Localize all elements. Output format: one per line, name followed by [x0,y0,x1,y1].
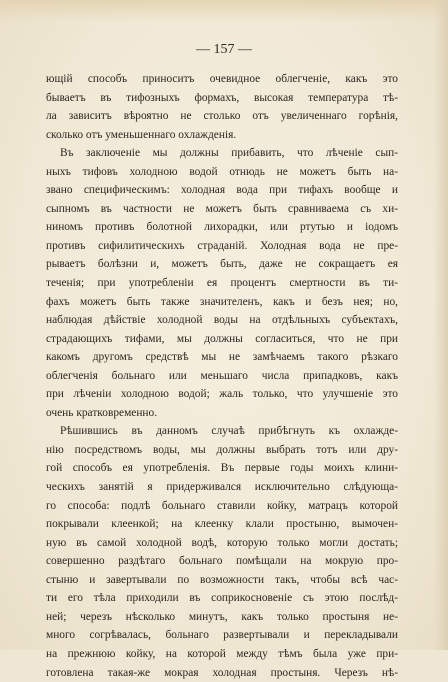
text-line: какомъ другомъ средствѣ мы не замѣчаемъ такого рѣзкаго [46,348,398,367]
text-line: теченія; при употребленіи ея процентъ смертности въ ти- [46,274,398,293]
text-line: ческихъ занятій я придерживался исключительно слѣдующа- [46,478,398,497]
text-line: ниномъ противъ болотной лихорадки, или ртутью и іодомъ [46,218,398,237]
body-text [46,70,398,682]
text-line: рываетъ болѣзни и, можетъ быть, даже не сокращаетъ ея [46,255,398,274]
text-line: нію посредствомъ воды, мы должны выбрать тотъ или дру- [46,441,398,460]
text-line: совершенно раздѣтаго больнаго помѣщали на мокрую про- [46,552,398,571]
text-line: на прежнюю койку, на которой между тѣмъ была уже при- [46,645,398,664]
text-line: готовлена такая-же мокрая холодная простыня. Черезъ нѣ- [46,664,398,682]
text-line: очень кратковременно. [46,404,398,423]
text-line: при лѣченіи холодною водой; жаль только, что улучшеніе это [46,385,398,404]
text-line: гой способъ ея употребленія. Въ первые годы моихъ клини- [46,459,398,478]
text-line: наблюдая дѣйствіе холодной воды на отдѣльныхъ субъектахъ, [46,311,398,330]
text-line: Въ заключеніе мы должны прибавить, что лѣченіе сып- [46,144,398,163]
text-line: стыню и завертывали по возможности такъ, чтобы всѣ час- [46,571,398,590]
page-edge-stain-top [0,0,448,22]
paragraph [46,422,398,682]
text-line: ти его тѣла приходили въ соприкосновеніе съ этою послѣд- [46,589,398,608]
text-line: ныхъ тифовъ холодною водой отнюдь не можетъ быть на- [46,163,398,182]
text-line: ней; черезъ нѣсколько минутъ, какъ только простыня не- [46,608,398,627]
text-line: облегченія больнаго или меньшаго числа припадковъ, какъ [46,367,398,386]
text-line: много согрѣвалась, больнаго развертывали и перекладывали [46,626,398,645]
page-edge-stain-right [434,0,448,650]
text-line: ющій способъ приноситъ очевидное облегченіе, какъ это [46,70,398,89]
text-line: сколько отъ уменьшеннаго охлажденія. [46,126,398,145]
text-line: противъ сифилитическихъ страданій. Холодная вода не пре- [46,237,398,256]
paragraph [46,144,398,422]
text-line: фахъ можетъ быть также значителенъ, какъ и безъ нея; но, [46,293,398,312]
text-line: звано специфическимъ: холодная вода при тифахъ вообще и [46,181,398,200]
page-number: — 157 — [0,42,448,58]
text-line: бываетъ въ тифозныхъ формахъ, высокая температура тѣ- [46,89,398,108]
text-line: покрывали клеенкой; на клеенку клали простыню, вымочен- [46,515,398,534]
text-line: сыпномъ въ частности не можетъ быть сравниваема съ хи- [46,200,398,219]
text-line: го способа: подлѣ больнаго ставили койку, матрацъ которой [46,497,398,516]
text-line: страдающихъ тифами, мы должны согласиться, что не при [46,330,398,349]
text-line: ла зависитъ вѣроятно не столько отъ увеличеннаго горѣнія, [46,107,398,126]
text-line: ную въ самой холодной водѣ, которую только могли достать; [46,534,398,553]
text-line: Рѣшившись въ данномъ случаѣ прибѣгнуть къ охлажде- [46,422,398,441]
paragraph [46,70,398,144]
